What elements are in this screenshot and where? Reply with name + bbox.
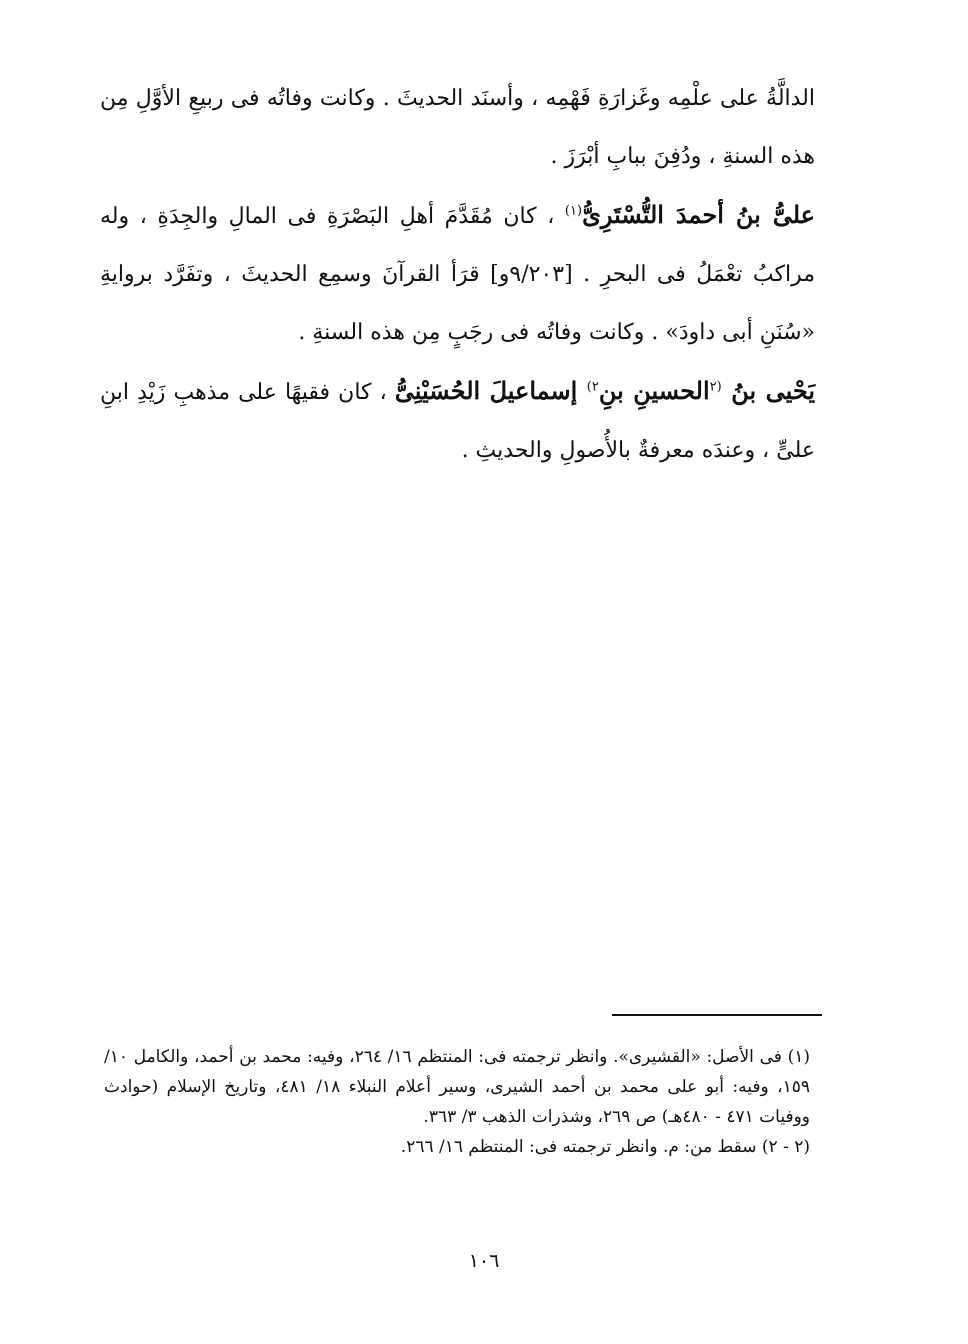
entry-yahya-husayni [100,362,815,480]
footnote-reference[interactable]: (١) [564,203,583,219]
footnote-reference-open[interactable]: (٢ [709,379,722,395]
entry-ali-tustari [100,186,815,362]
footnote-divider [612,1014,822,1016]
entry-name: علىُّ بنُ أحمدَ التُّسْتَرِىُّ [582,200,815,229]
entry-name-part: يَحْيى بنُ [721,376,816,405]
main-text [100,70,815,480]
paragraph-text: الدالَّةُ على علْمِه وغَزارَةِ فَهْمِه ، وأسنَد الحديثَ . وكانت وفاتُه فى ربيعِ الأوَّلِ مِن هذه السنةِ ، ودُفِنَ ببابِ أبْرَزَ . [100,86,815,169]
footnotes [104,1042,810,1162]
paragraph-text: ، كان مُقَدَّمَ أهلِ البَصْرَةِ فى المالِ والجِدَةِ ، وله مراكبُ تعْمَلُ فى البحرِ . [٩/٢٠٣و] قرَأ القرآنَ وسمِع الحديثَ ، وتفَرَّد بروايةِ «سُنَنِ أبى داودَ» . وكانت وفاتُه فى رجَبٍ مِن هذه السنةِ . [100,204,815,345]
paragraph-continuation [100,70,815,186]
footnote-1: (١) فى الأصل: «القشيرى». وانظر ترجمته فى: المنتظم ١٦/ ٢٦٤، وفيه: محمد بن أحمد، والكامل ١٠/ ١٥٩، وفيه: أبو على محمد بن أحمد الشيرى، وسير أعلام النبلاء ١٨/ ٤٨١، وتاريخ الإسلام (حوادث ووفيات ٤٧١ - ٤٨٠هـ) ص ٢٦٩، وشذرات الذهب ٣/ ٣٦٣. [104,1047,810,1127]
footnote-reference-close[interactable]: ٢) [586,379,599,395]
page-number: ١٠٦ [468,1250,500,1272]
entry-name-part: الحسينِ بنِ [598,376,710,405]
footnote-2: (٢ - ٢) سقط من: م. وانظر ترجمته فى: المنتظم ١٦/ ٢٦٦. [400,1137,810,1157]
paragraph-text: ، كان فقيهًا على مذهبِ زَيْدِ ابنِ علىٍّ ، وعندَه معرفةٌ بالأُصولِ والحديثِ . [100,380,815,463]
entry-name-part: إسماعيلَ الحُسَيْنِىُّ [394,376,587,405]
